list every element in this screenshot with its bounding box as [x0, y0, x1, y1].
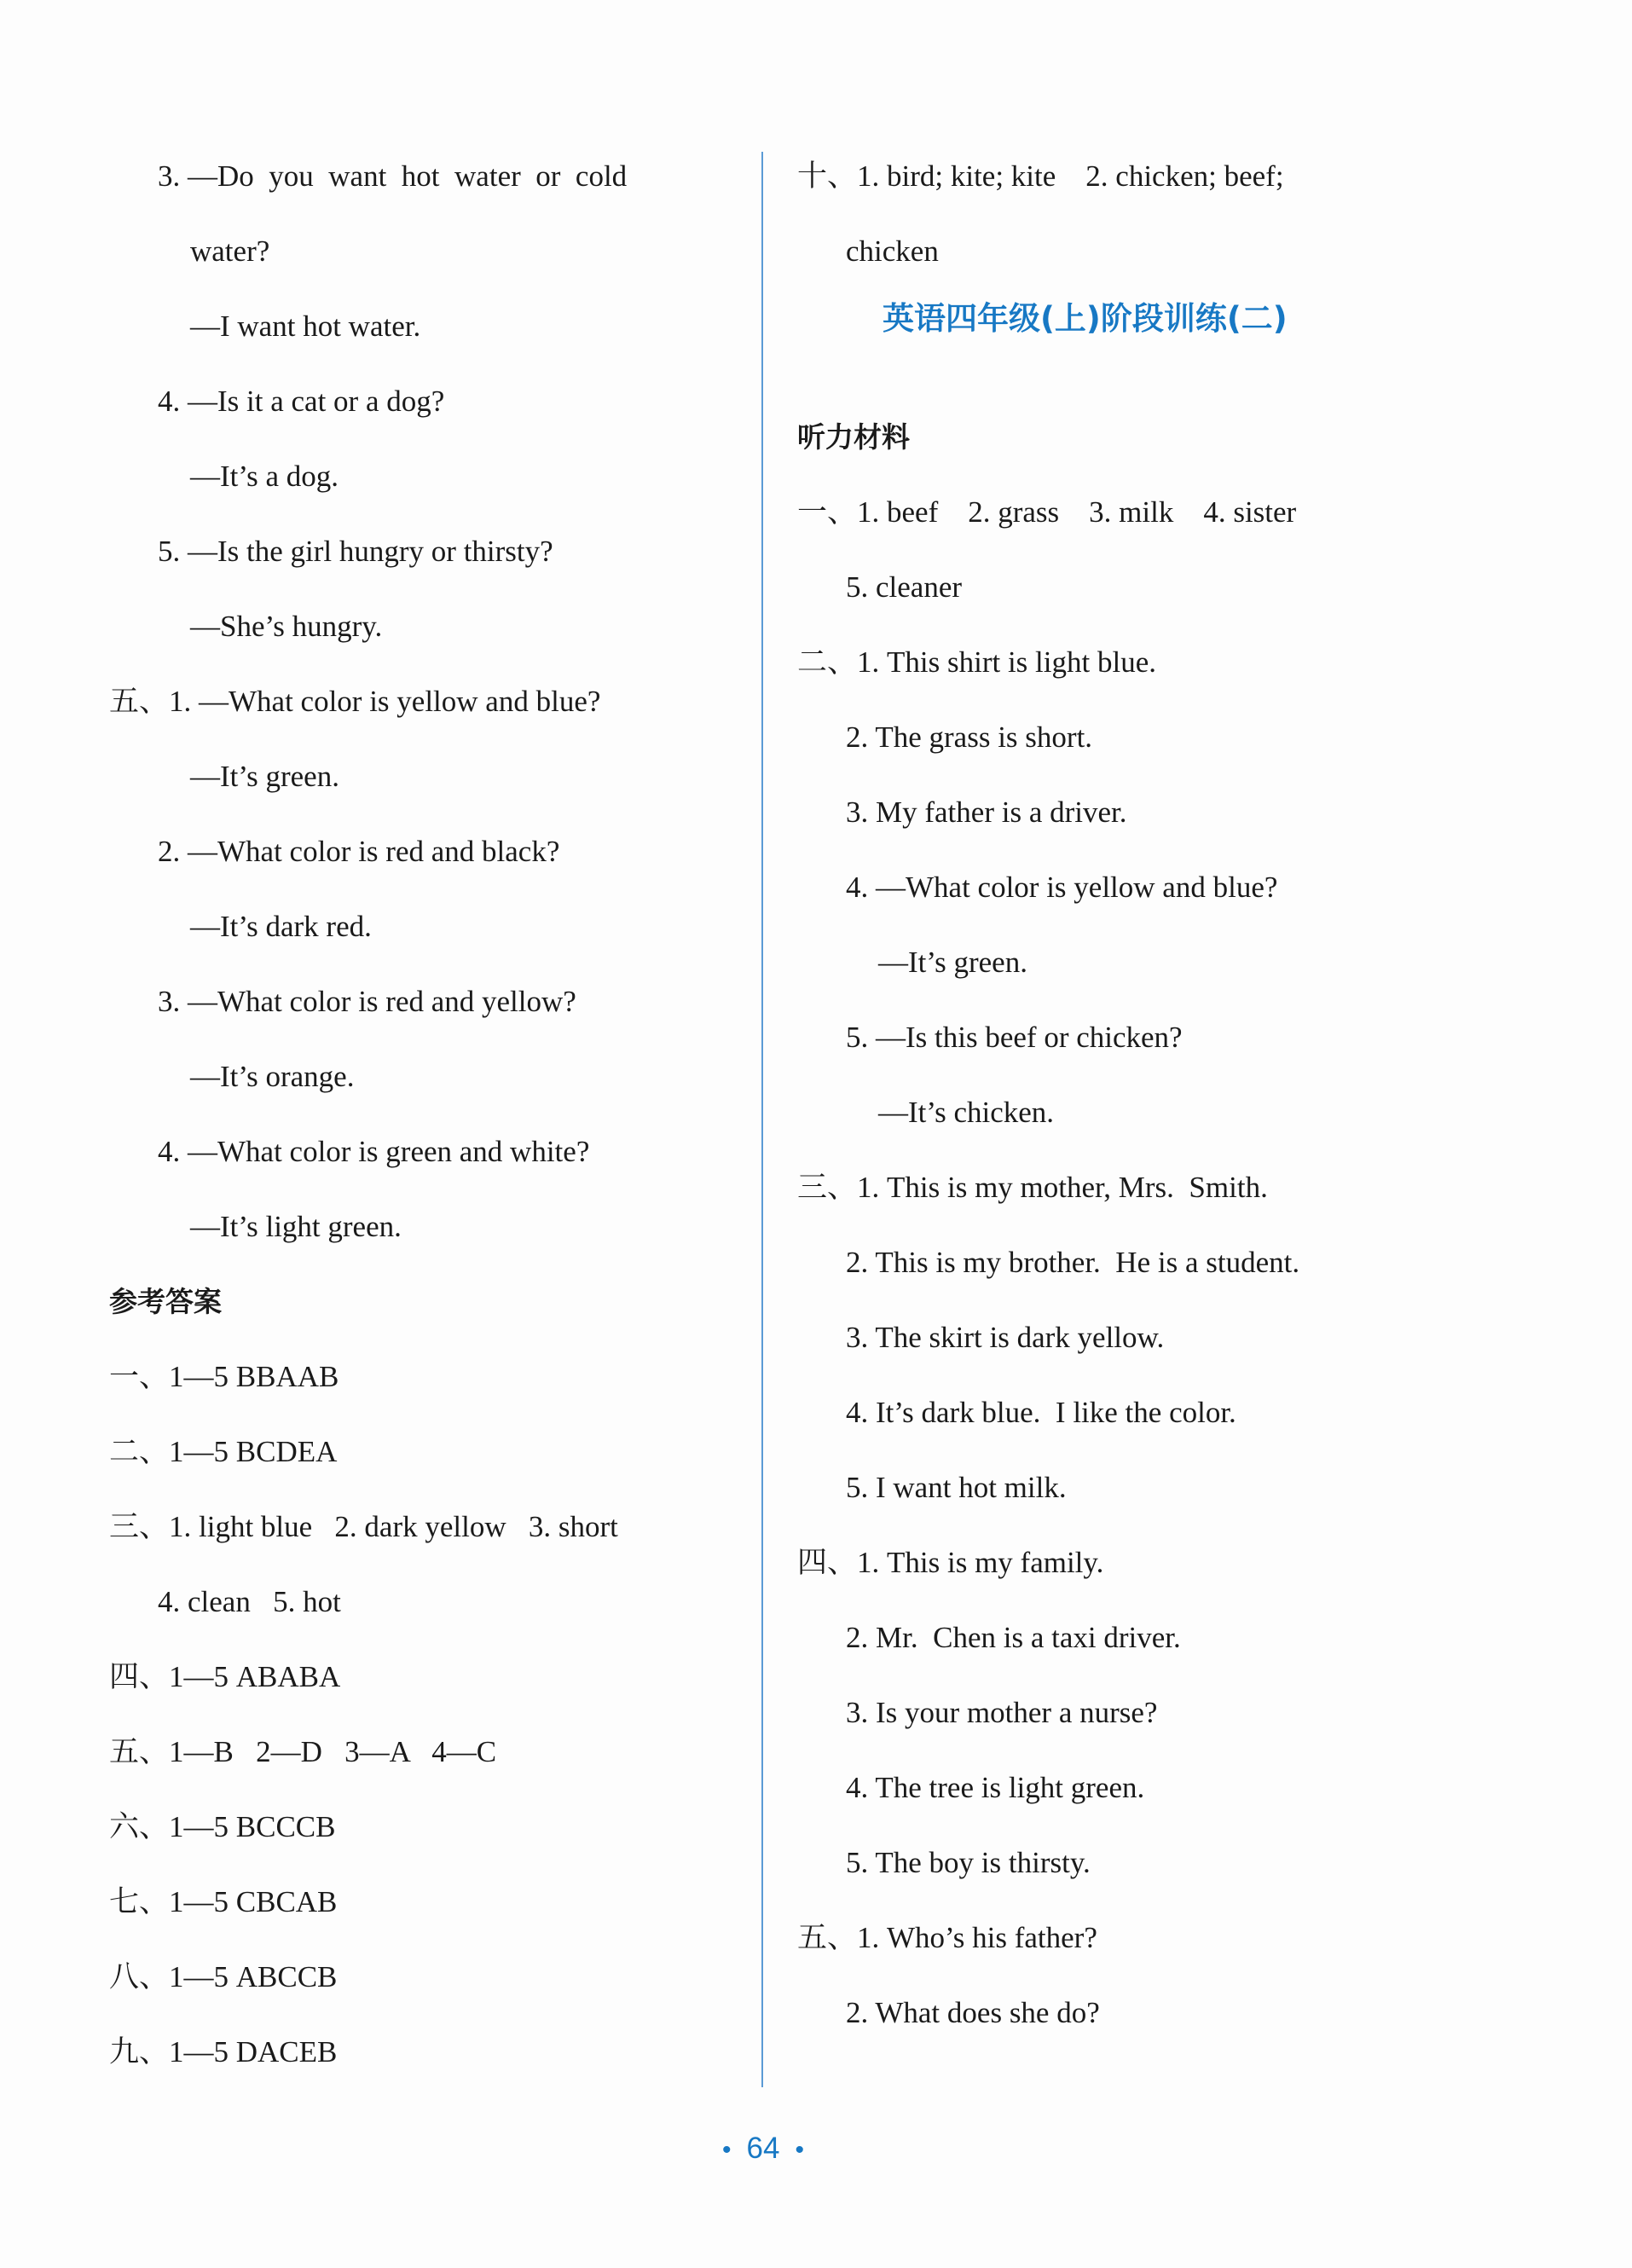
text-line: chicken: [846, 234, 939, 268]
text-line: 4. It’s dark blue. I like the color.: [846, 1396, 1236, 1429]
text-line: 4. The tree is light green.: [846, 1771, 1145, 1804]
text-line: 5. cleaner: [846, 570, 963, 604]
text-line: —It’s chicken.: [878, 1096, 1055, 1129]
text-line: 4. —What color is green and white?: [158, 1135, 590, 1168]
text-line: 三、1. This is my mother, Mrs. Smith.: [797, 1171, 1268, 1204]
text-line: 四、1—5 ABABA: [109, 1660, 341, 1693]
text-line: 九、1—5 DACEB: [109, 2035, 338, 2068]
section-heading: 参考答案: [109, 1285, 222, 1318]
text-line: 5. I want hot milk.: [846, 1471, 1067, 1504]
page-footer: [0, 2132, 1526, 2166]
text-line: 3. The skirt is dark yellow.: [846, 1321, 1165, 1354]
text-line: —I want hot water.: [190, 310, 421, 343]
text-line: —It’s a dog.: [190, 460, 339, 493]
text-line: —She’s hungry.: [190, 610, 383, 643]
text-line: 3. —Do you want hot water or cold: [158, 159, 628, 193]
text-line: 2. —What color is red and black?: [158, 835, 560, 868]
text-line: 2. What does she do?: [846, 1996, 1100, 2029]
text-line: 五、1. —What color is yellow and blue?: [109, 685, 601, 718]
text-line: 4. —Is it a cat or a dog?: [158, 385, 445, 418]
text-line: 五、1—B 2—D 3—A 4—C: [109, 1735, 497, 1768]
text-line: water?: [190, 234, 270, 268]
text-line: 3. Is your mother a nurse?: [846, 1696, 1158, 1729]
text-line: —It’s dark red.: [190, 910, 372, 943]
text-line: 3. My father is a driver.: [846, 796, 1127, 829]
text-line: 三、1. light blue 2. dark yellow 3. short: [109, 1510, 618, 1543]
text-line: 六、1—5 BCCCB: [109, 1810, 336, 1843]
page-number-dot-left: •: [722, 2136, 732, 2164]
text-line: —It’s green.: [878, 946, 1027, 979]
text-line: —It’s orange.: [190, 1060, 355, 1093]
text-line: —It’s green.: [190, 760, 339, 793]
text-line: 七、1—5 CBCAB: [109, 1885, 338, 1918]
text-line: —It’s light green.: [190, 1210, 402, 1243]
text-line: 2. The grass is short.: [846, 720, 1093, 754]
page-number-dot-right: •: [795, 2136, 804, 2164]
text-line: 十、1. bird; kite; kite 2. chicken; beef;: [797, 159, 1284, 193]
page-number: 64: [746, 2132, 780, 2165]
column-divider: [761, 152, 763, 2087]
text-line: 二、1. This shirt is light blue.: [797, 645, 1156, 679]
text-line: 5. —Is the girl hungry or thirsty?: [158, 535, 553, 568]
text-line: 二、1—5 BCDEA: [109, 1435, 338, 1468]
section-heading: 听力材料: [797, 420, 910, 454]
text-line: 五、1. Who’s his father?: [797, 1921, 1097, 1954]
text-line: 八、1—5 ABCCB: [109, 1960, 338, 1993]
text-line: 4. —What color is yellow and blue?: [846, 871, 1278, 904]
section-title: 英语四年级(上)阶段训练(二): [883, 300, 1288, 337]
text-line: 一、1. beef 2. grass 3. milk 4. sister: [797, 495, 1297, 529]
text-line: 5. —Is this beef or chicken?: [846, 1021, 1183, 1054]
text-line: 4. clean 5. hot: [158, 1585, 341, 1618]
text-line: 四、1. This is my family.: [797, 1546, 1104, 1579]
text-line: 一、1—5 BBAAB: [109, 1360, 339, 1393]
text-line: 2. Mr. Chen is a taxi driver.: [846, 1621, 1181, 1654]
text-line: 5. The boy is thirsty.: [846, 1846, 1091, 1879]
text-line: 2. This is my brother. He is a student.: [846, 1246, 1300, 1279]
text-line: 3. —What color is red and yellow?: [158, 985, 576, 1018]
